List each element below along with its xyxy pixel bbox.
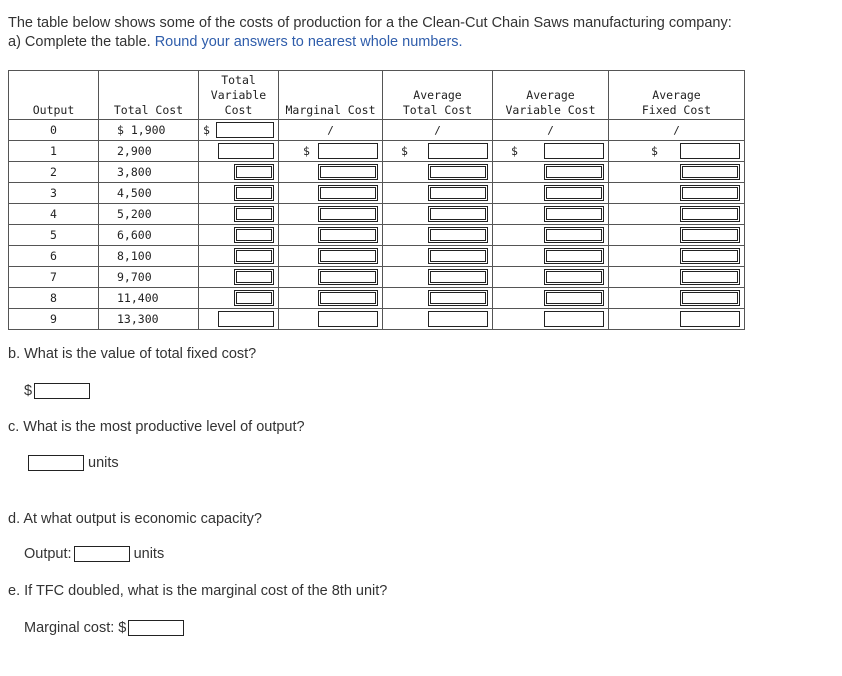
total-cost-value: 2,900 (117, 144, 152, 158)
total-cost-cell (99, 246, 199, 267)
tvc-cell (199, 225, 279, 246)
mc-input-6[interactable] (318, 248, 378, 264)
table-row (9, 225, 745, 246)
avc-input-2[interactable] (544, 164, 604, 180)
tvc-input-2[interactable] (234, 164, 274, 180)
total-cost-cell (99, 309, 199, 330)
avc-cell (493, 225, 609, 246)
afc-cell (609, 267, 745, 288)
output-cell (9, 183, 99, 204)
atc-cell (383, 288, 493, 309)
afc-input-7[interactable] (680, 269, 740, 285)
avc-cell (493, 288, 609, 309)
mc-cell (279, 246, 383, 267)
atc-currency: $ (401, 144, 408, 158)
answer-e-row (24, 620, 184, 636)
atc-input-9[interactable] (428, 311, 488, 327)
tvc-input-4[interactable] (234, 206, 274, 222)
table-row (9, 288, 745, 309)
header-output: Output (9, 71, 99, 120)
atc-cell (383, 225, 493, 246)
answer-e-label: Marginal cost: $ (24, 620, 127, 636)
total-cost-cell (99, 120, 199, 141)
mc-not-applicable: / (327, 124, 334, 137)
rounding-note: Round your answers to nearest whole numbers. (154, 34, 463, 50)
atc-not-applicable: / (434, 124, 441, 137)
tvc-input-3[interactable] (234, 185, 274, 201)
avc-input-1[interactable] (544, 143, 604, 159)
table-header-row (9, 71, 745, 120)
total-cost-value: 4,500 (117, 186, 152, 200)
atc-input-5[interactable] (428, 227, 488, 243)
instruction-line-1: The table below shows some of the costs of production for a the Clean-Cut Chain Saws manufacturing company: (8, 15, 732, 31)
mc-input-8[interactable] (318, 290, 378, 306)
tvc-cell (199, 141, 279, 162)
answer-c-units: units (88, 455, 119, 471)
tvc-input-0[interactable] (216, 122, 274, 138)
instruction-part-a: a) Complete the table. (8, 34, 155, 50)
table-row (9, 309, 745, 330)
atc-input-4[interactable] (428, 206, 488, 222)
header-marginal-cost: Marginal Cost (279, 71, 383, 120)
header-average-fixed-cost: Average Fixed Cost (609, 71, 745, 120)
atc-cell (383, 120, 493, 141)
total-cost-value: 3,800 (117, 165, 152, 179)
output-cell (9, 267, 99, 288)
atc-input-3[interactable] (428, 185, 488, 201)
afc-cell (609, 204, 745, 225)
mc-cell (279, 120, 383, 141)
total-cost-value: $ 1,900 (117, 123, 166, 137)
header-average-total-cost: Average Total Cost (383, 71, 493, 120)
header-average-variable-cost: Average Variable Cost (493, 71, 609, 120)
table-row (9, 183, 745, 204)
output-value: 6 (50, 249, 57, 263)
mc-input-1[interactable] (318, 143, 378, 159)
avc-cell (493, 120, 609, 141)
afc-cell (609, 162, 745, 183)
mc-cell (279, 204, 383, 225)
atc-input-2[interactable] (428, 164, 488, 180)
total-cost-value: 11,400 (117, 291, 159, 305)
mc-cell (279, 267, 383, 288)
atc-input-1[interactable] (428, 143, 488, 159)
afc-cell (609, 246, 745, 267)
avc-not-applicable: / (547, 124, 554, 137)
afc-input-8[interactable] (680, 290, 740, 306)
output-cell (9, 246, 99, 267)
atc-cell (383, 162, 493, 183)
afc-input-9[interactable] (680, 311, 740, 327)
avc-currency: $ (511, 144, 518, 158)
avc-input-9[interactable] (544, 311, 604, 327)
output-cell (9, 309, 99, 330)
answer-d-units: units (133, 546, 165, 562)
afc-cell (609, 183, 745, 204)
total-cost-value: 5,200 (117, 207, 152, 221)
tvc-input-1[interactable] (218, 143, 274, 159)
atc-cell (383, 204, 493, 225)
total-cost-cell (99, 162, 199, 183)
answer-b-row (24, 383, 90, 399)
output-cell (9, 162, 99, 183)
afc-cell (609, 288, 745, 309)
atc-cell (383, 267, 493, 288)
tvc-cell (199, 162, 279, 183)
header-total-cost: Total Cost (99, 71, 199, 120)
table-row (9, 162, 745, 183)
afc-input-1[interactable] (680, 143, 740, 159)
tvc-cell (199, 120, 279, 141)
tvc-cell (199, 267, 279, 288)
question-e: e. If TFC doubled, what is the marginal cost of the 8th unit? (8, 583, 388, 599)
marginal-cost-8th-input[interactable] (128, 620, 184, 636)
table-row (9, 246, 745, 267)
atc-cell (383, 246, 493, 267)
mc-cell (279, 288, 383, 309)
table-row (9, 120, 745, 141)
output-value: 7 (50, 270, 57, 284)
avc-cell (493, 267, 609, 288)
table-row (9, 204, 745, 225)
tvc-cell (199, 288, 279, 309)
total-cost-value: 13,300 (117, 312, 159, 326)
atc-cell (383, 141, 493, 162)
cost-table (8, 70, 745, 330)
afc-cell (609, 225, 745, 246)
tvc-input-8[interactable] (234, 290, 274, 306)
answer-d-row (24, 546, 164, 562)
total-cost-cell (99, 204, 199, 225)
question-d: d. At what output is economic capacity? (8, 511, 262, 527)
answer-b-currency: $ (24, 383, 33, 399)
instruction-line-2 (8, 33, 732, 52)
output-value: 1 (50, 144, 57, 158)
mc-input-9[interactable] (318, 311, 378, 327)
mc-input-5[interactable] (318, 227, 378, 243)
tvc-input-9[interactable] (218, 311, 274, 327)
afc-input-2[interactable] (680, 164, 740, 180)
mc-cell (279, 141, 383, 162)
productive-output-input[interactable] (28, 455, 84, 471)
output-value: 4 (50, 207, 57, 221)
tvc-currency: $ (203, 123, 210, 137)
mc-cell (279, 309, 383, 330)
avc-input-8[interactable] (544, 290, 604, 306)
instructions (8, 14, 732, 52)
output-cell (9, 141, 99, 162)
afc-not-applicable: / (673, 124, 680, 137)
tvc-cell (199, 183, 279, 204)
output-cell (9, 225, 99, 246)
tvc-cell (199, 309, 279, 330)
avc-cell (493, 141, 609, 162)
avc-input-3[interactable] (544, 185, 604, 201)
mc-input-7[interactable] (318, 269, 378, 285)
mc-currency: $ (303, 144, 310, 158)
table-row (9, 267, 745, 288)
afc-cell (609, 309, 745, 330)
tvc-cell (199, 204, 279, 225)
output-value: 9 (50, 312, 57, 326)
output-value: 5 (50, 228, 57, 242)
total-cost-cell (99, 288, 199, 309)
avc-cell (493, 162, 609, 183)
total-fixed-cost-input[interactable] (34, 383, 90, 399)
output-cell (9, 204, 99, 225)
economic-capacity-input[interactable] (74, 546, 130, 562)
mc-cell (279, 225, 383, 246)
output-value: 0 (50, 123, 57, 137)
mc-input-3[interactable] (318, 185, 378, 201)
output-cell (9, 288, 99, 309)
table-row (9, 141, 745, 162)
avc-input-7[interactable] (544, 269, 604, 285)
avc-input-5[interactable] (544, 227, 604, 243)
total-cost-cell (99, 141, 199, 162)
answer-c-row (28, 455, 119, 471)
output-value: 3 (50, 186, 57, 200)
avc-cell (493, 309, 609, 330)
total-cost-value: 8,100 (117, 249, 152, 263)
avc-cell (493, 183, 609, 204)
mc-input-4[interactable] (318, 206, 378, 222)
avc-cell (493, 204, 609, 225)
tvc-input-6[interactable] (234, 248, 274, 264)
avc-input-4[interactable] (544, 206, 604, 222)
header-total-variable-cost: Total Variable Cost (199, 71, 279, 120)
afc-currency: $ (651, 144, 658, 158)
avc-cell (493, 246, 609, 267)
output-value: 2 (50, 165, 57, 179)
output-cell (9, 120, 99, 141)
atc-input-6[interactable] (428, 248, 488, 264)
answer-d-label: Output: (24, 546, 72, 562)
tvc-cell (199, 246, 279, 267)
mc-cell (279, 162, 383, 183)
afc-input-4[interactable] (680, 206, 740, 222)
atc-cell (383, 183, 493, 204)
afc-cell (609, 120, 745, 141)
total-cost-cell (99, 267, 199, 288)
output-value: 8 (50, 291, 57, 305)
question-c: c. What is the most productive level of output? (8, 419, 305, 435)
afc-input-3[interactable] (680, 185, 740, 201)
afc-input-5[interactable] (680, 227, 740, 243)
afc-cell (609, 141, 745, 162)
tvc-input-7[interactable] (234, 269, 274, 285)
tvc-input-5[interactable] (234, 227, 274, 243)
atc-input-7[interactable] (428, 269, 488, 285)
atc-input-8[interactable] (428, 290, 488, 306)
mc-cell (279, 183, 383, 204)
total-cost-cell (99, 225, 199, 246)
total-cost-cell (99, 183, 199, 204)
total-cost-value: 9,700 (117, 270, 152, 284)
question-b: b. What is the value of total fixed cost? (8, 346, 257, 362)
atc-cell (383, 309, 493, 330)
afc-input-6[interactable] (680, 248, 740, 264)
avc-input-6[interactable] (544, 248, 604, 264)
mc-input-2[interactable] (318, 164, 378, 180)
total-cost-value: 6,600 (117, 228, 152, 242)
